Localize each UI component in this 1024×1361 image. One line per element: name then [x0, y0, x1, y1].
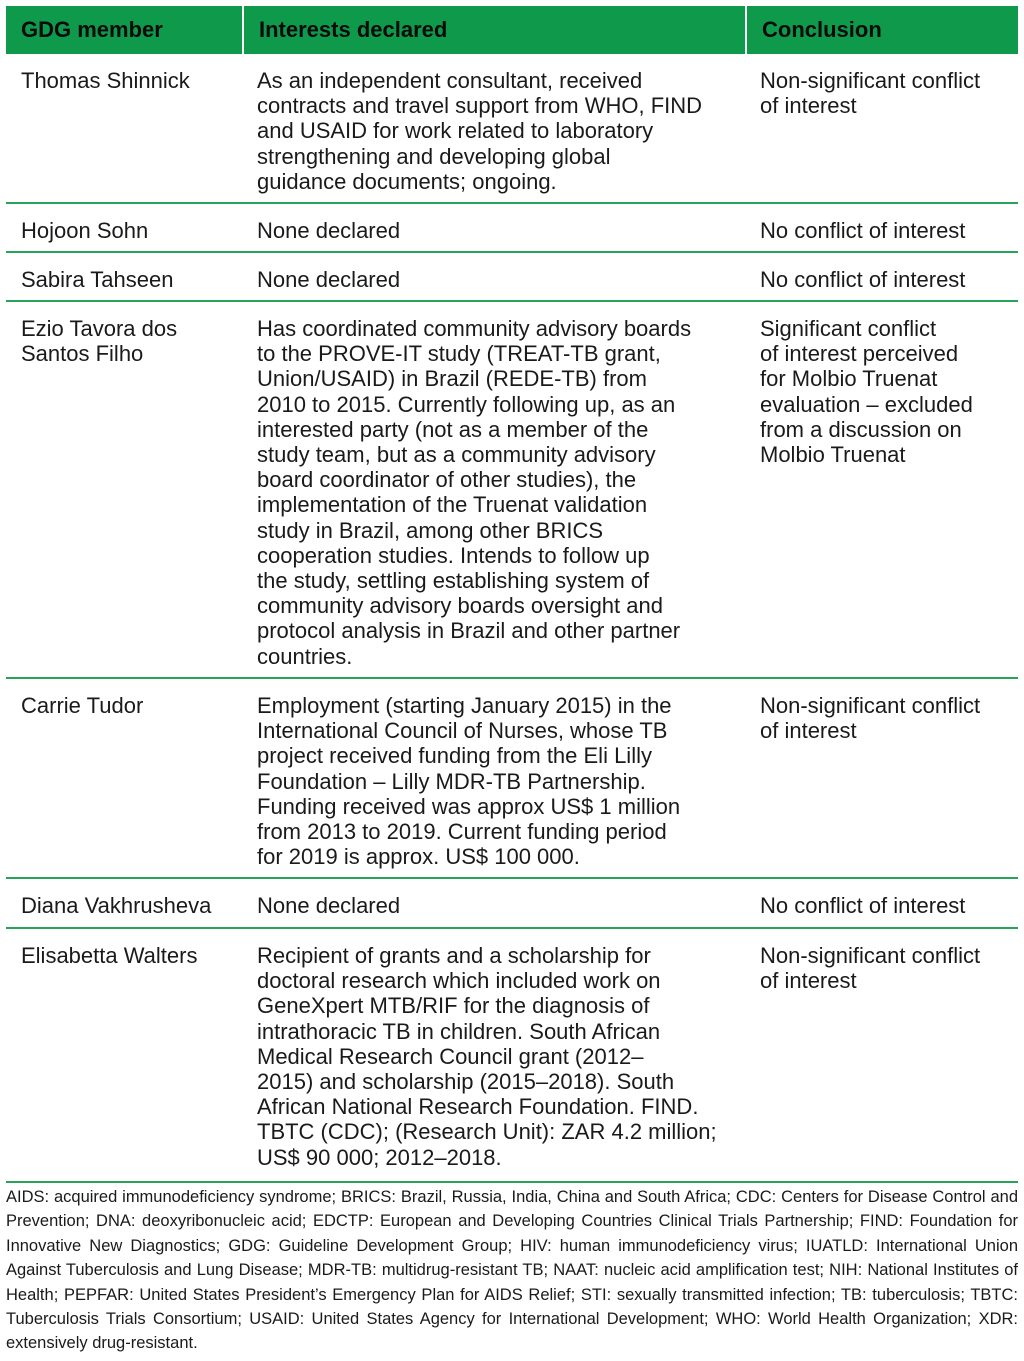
declarations-table — [6, 6, 1018, 1183]
table-row — [6, 929, 1018, 1183]
header-interests-declared: Interests declared — [242, 6, 745, 54]
interests-cell: Recipient of grants and a scholarship for doctoral research which included work on GeneXpert MTB/RIF for the diagnosis of intrathoracic TB in children. South African Medical Research Council grant (2012– 2015) and scholarship (2015–2018). South African National Research Foundation. FIND. TBTC (CDC); (Research Unit): ZAR 4.2 million; US$ 90 000; 2012–2018. — [257, 943, 717, 1170]
interests-cell: None declared — [257, 218, 401, 243]
conclusion-cell: No conflict of interest — [760, 267, 966, 292]
table-row — [6, 253, 1018, 302]
table-row — [6, 54, 1018, 204]
member-cell: Carrie Tudor — [21, 693, 144, 718]
header-gdg-member: GDG member — [21, 17, 163, 42]
table-row — [6, 302, 1018, 679]
conclusion-cell: Significant conflict of interest perceived for Molbio Truenat evaluation – excluded from a discussion on Molbio Truenat — [760, 316, 973, 468]
member-cell: Diana Vakhrusheva — [21, 893, 212, 918]
table-row — [6, 204, 1018, 253]
table-row — [6, 879, 1018, 929]
abbreviations-footnote: AIDS: acquired immunodeficiency syndrome; BRICS: Brazil, Russia, India, China and South Africa; CDC: Centers for Disease Control and Prevention; DNA: deoxyribonucleic acid; EDCTP: European and Developing Countries Clinical Trials Partnership; FIND: Foundation for Innovative New Diagnostics; GDG: Guideline Development Group; HIV: human immunodeficiency virus; IUATLD: International Union Against Tuberculosis and Lung Disease; MDR-TB: multidrug-resistant TB; NAAT: nucleic acid amplification test; NIH: National Institutes of Health; PEPFAR: United States President’s Emergency Plan for AIDS Relief; STI: sexually transmitted infection; TB: tuberculosis; TBTC: Tuberculosis Trials Consortium; USAID: United States Agency for International Development; WHO: World Health Organization; XDR: extensively drug-resistant. — [6, 1188, 1018, 1353]
member-cell: Ezio Tavora dos Santos Filho — [21, 316, 178, 367]
interests-cell: None declared — [257, 893, 401, 918]
header-conclusion: Conclusion — [745, 6, 1018, 54]
member-cell: Thomas Shinnick — [21, 68, 190, 93]
conclusion-cell: No conflict of interest — [760, 218, 966, 243]
table-row — [6, 679, 1018, 879]
interests-cell: None declared — [257, 267, 401, 292]
member-cell: Hojoon Sohn — [21, 218, 149, 243]
member-cell: Sabira Tahseen — [21, 267, 174, 292]
conclusion-cell: Non-significant conflict of interest — [760, 943, 981, 994]
interests-cell: Employment (starting January 2015) in the International Council of Nurses, whose TB project received funding from the Eli Lilly Foundation – Lilly MDR-TB Partnership. Funding received was approx US$ 1 million from 2013 to 2019. Current funding period for 2019 is approx. US$ 100 000. — [257, 693, 681, 870]
interests-cell: Has coordinated community advisory boards to the PROVE-IT study (TREAT-TB grant, Union/USAID) in Brazil (REDE-TB) from 2010 to 2015. Currently following up, as an interested party (not as a member of the study team, but as a community advisory board coordinator of other studies), the implementation of the Truenat validation study in Brazil, among other BRICS cooperation studies. Intends to follow up the study, settling establishing system of community advisory boards oversight and protocol analysis in Brazil and other partner countries. — [257, 316, 692, 669]
interests-cell: As an independent consultant, received contracts and travel support from WHO, FIND and USAID for work related to laboratory strengthening and developing global guidance documents; ongoing. — [257, 68, 703, 194]
conclusion-cell: Non-significant conflict of interest — [760, 693, 981, 744]
conclusion-cell: Non-significant conflict of interest — [760, 68, 981, 119]
conclusion-cell: No conflict of interest — [760, 893, 966, 918]
member-cell: Elisabetta Walters — [21, 943, 198, 968]
table-header — [6, 6, 1018, 54]
